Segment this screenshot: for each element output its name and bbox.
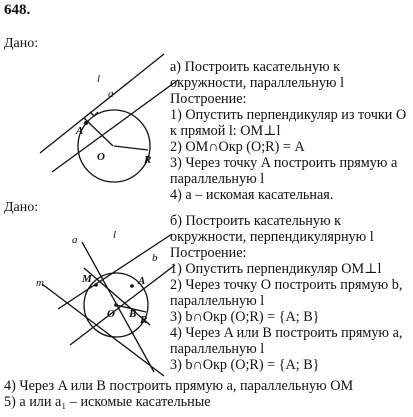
label-l-b: l [113,229,117,241]
footer-line-2: 5) a или a₁ – искомые касательные [4,394,211,410]
problem-number: 648. [4,2,31,18]
part-b-line-10: 3) b∩Окр (O;R) = {A; B} [170,357,320,373]
label-b-b: b [152,252,158,264]
point-O-dot [114,303,118,307]
part-a-line-1: а) Построить касательную к [170,59,341,75]
part-a-line-3: Построение: [170,91,247,107]
part-a-text [170,59,406,203]
label-a-line-a: a [108,88,114,100]
label-A-b: A [138,275,146,287]
label-O-a: O [97,151,105,163]
point-A-dot [130,284,134,288]
part-b-line-2: окружности, перпендикулярную l [170,229,374,245]
part-b-text [170,213,402,373]
point-M-dot [94,283,98,287]
part-b-line-7: 3) b∩Окр (O;R) = {A; B} [170,309,320,325]
footer-line-1: 4) Через A или B построить прямую a, параллельную OM [4,378,354,394]
footer-text [4,378,353,410]
part-a-line-7: 3) Через точку A построить прямую a [170,155,398,171]
part-b-line-4: 1) Опустить перпендикуляр OM⊥l [170,261,382,277]
part-a-line-5: к прямой l: OM⊥l [170,123,281,139]
part-b-line-9: параллельную l [170,341,265,357]
part-a-line-8: параллельную l [170,171,265,187]
label-R-a: R [144,154,152,166]
line-a-b [82,242,154,372]
label-M-b: M [82,273,92,285]
label-R-b: R [140,314,148,326]
given-label-b: Дано: [4,200,39,215]
part-a-line-2: окружности, параллельную l [170,75,345,91]
part-b-line-8: 4) Через A или B построить прямую a, [170,325,403,341]
label-a-b: a [72,234,78,246]
part-b-line-6: параллельную l [170,293,265,309]
label-B-b: B [129,308,137,320]
part-b-line-1: б) Построить касательную к [170,213,341,229]
part-b-line-3: Построение: [170,245,247,261]
part-b-line-5: 2) Через точку O построить прямую b, [170,277,403,293]
label-m-b: m [36,277,44,289]
given-label-a: Дано: [4,36,39,51]
part-a-line-4: 1) Опустить перпендикуляр из точки O [170,107,407,123]
label-l-a: l [97,73,101,85]
part-a-line-6: 2) OM∩Окр (O;R) = A [170,139,305,155]
label-O-b: O [107,308,115,320]
label-A-a: A [76,125,84,137]
line-m-b [42,284,164,376]
part-a-line-9: 4) a – искомая касательная. [170,187,334,203]
